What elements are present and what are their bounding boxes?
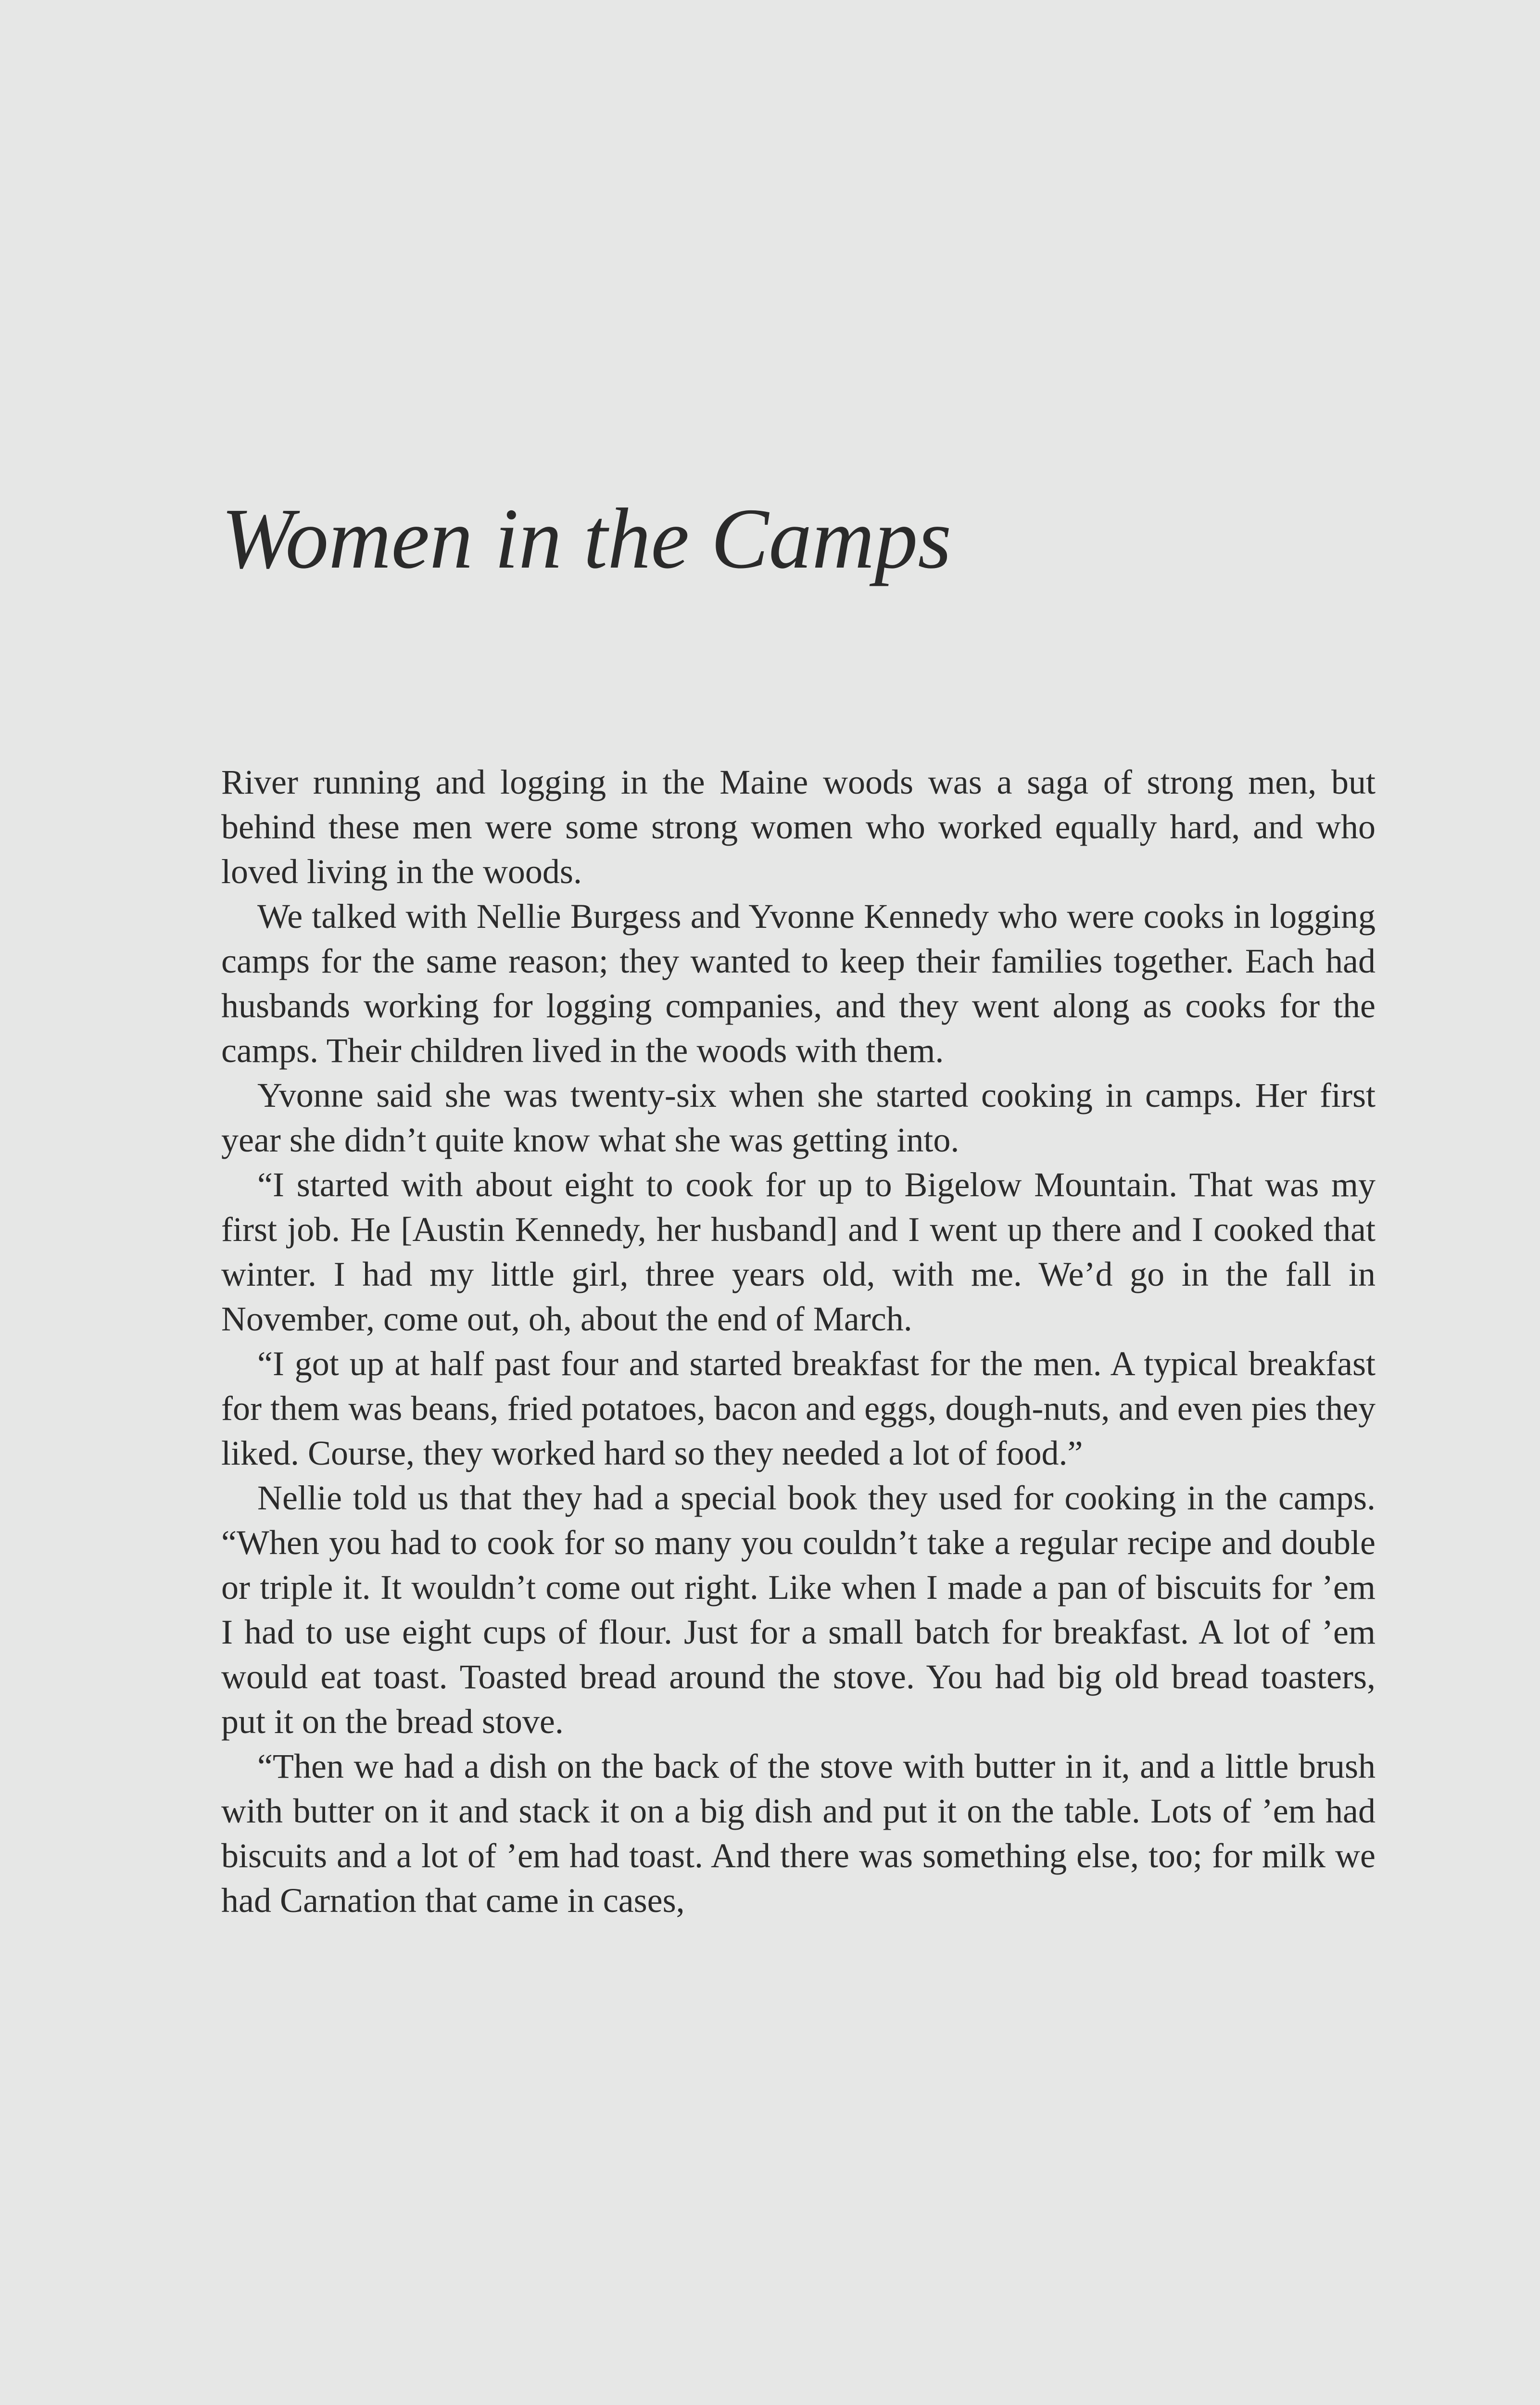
chapter-title: Women in the Camps: [221, 491, 952, 586]
paragraph: “I started with about eight to cook for up to Bigelow Mountain. That was my first job. He [Austin Kennedy, her husband] and I went up there and I cooked that winter. I had my little girl, three years old, with me. We’d go in the fall in November, come out, oh, about the end of March.: [221, 1165, 1376, 1338]
paragraph: Nellie told us that they had a special book they used for cooking in the camps. “When you had to cook for so many you couldn’t take a regular recipe and double or triple it. It wouldn’t come out right. Like when I made a pan of biscuits for ’em I had to use eight cups of flour. Just for a small batch for breakfast. A lot of ’em would eat toast. Toasted bread around the stove. You had big old bread toasters, put it on the bread stove.: [221, 1479, 1376, 1741]
body-text: [221, 760, 1376, 1923]
paragraph: Yvonne said she was twenty-six when she started cooking in camps. Her first year she didn’t quite know what she was getting into.: [221, 1076, 1376, 1159]
paragraph: “I got up at half past four and started breakfast for the men. A typical breakfast for them was beans, fried potatoes, bacon and eggs, dough-nuts, and even pies they liked. Course, they worked hard so they needed a lot of food.”: [221, 1344, 1376, 1472]
paragraph: “Then we had a dish on the back of the stove with butter in it, and a little brush with butter on it and stack it on a big dish and put it on the table. Lots of ’em had biscuits and a lot of ’em had toast. And there was something else, too; for milk we had Carnation that came in cases,: [221, 1747, 1376, 1920]
paragraph: River running and logging in the Maine woods was a saga of strong men, but behind these men were some strong women who worked equally hard, and who loved living in the woods.: [221, 763, 1376, 891]
paragraph: We talked with Nellie Burgess and Yvonne Kennedy who were cooks in logging camps for the same reason; they wanted to keep their families together. Each had husbands working for logging companies, and they went along as cooks for the camps. Their children lived in the woods with them.: [221, 897, 1376, 1070]
